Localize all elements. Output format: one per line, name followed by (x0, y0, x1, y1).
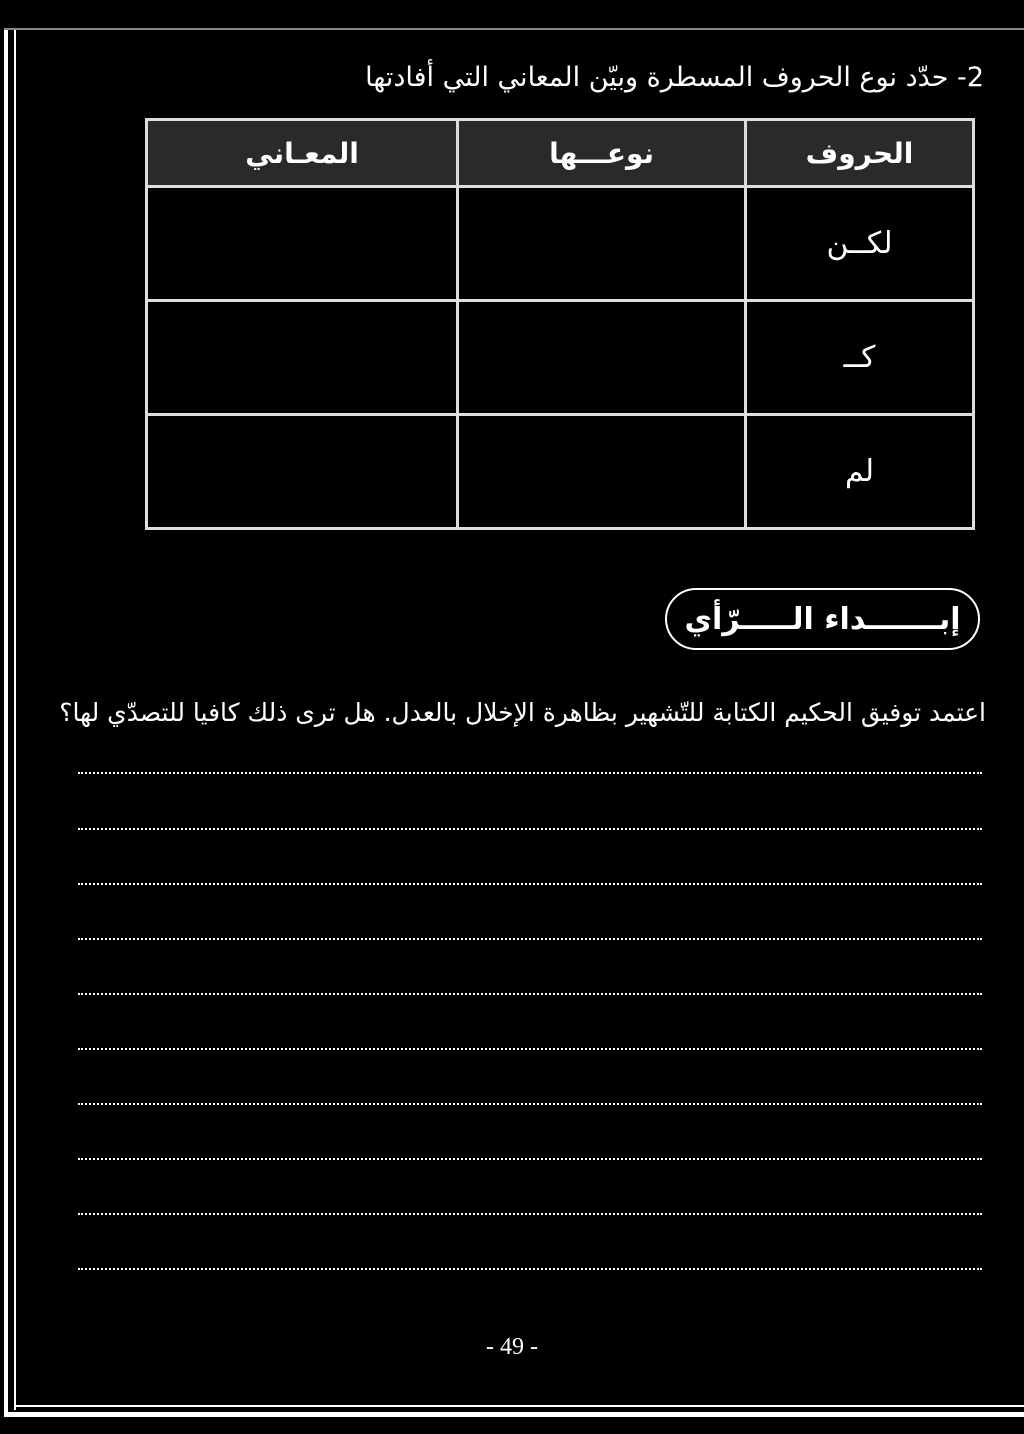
table-row (147, 301, 974, 415)
answer-line[interactable] (78, 938, 982, 940)
header-letters: الحروف (746, 120, 974, 187)
exercise-question: 2- حدّد نوع الحروف المسطرة وبيّن المعاني التي أفادتها (365, 62, 984, 93)
answer-line[interactable] (78, 1048, 982, 1050)
header-meanings: المعـاني (147, 120, 458, 187)
section-title-badge (665, 588, 980, 650)
page-frame-top (4, 28, 1024, 30)
table-row (147, 415, 974, 529)
table-header-row (147, 120, 974, 187)
page-frame-bottom (4, 1412, 1024, 1417)
opinion-prompt: اعتمد توفيق الحكيم الكتابة للتّشهير بظاهرة الإخلال بالعدل. هل ترى ذلك كافيا للتصدّي لها؟ (59, 698, 986, 727)
answer-line[interactable] (78, 1268, 982, 1270)
type-answer-cell[interactable] (458, 301, 746, 415)
answer-line[interactable] (78, 772, 982, 774)
meaning-answer-cell[interactable] (147, 301, 458, 415)
type-answer-cell[interactable] (458, 415, 746, 529)
table-row (147, 187, 974, 301)
type-answer-cell[interactable] (458, 187, 746, 301)
header-type: نوعـــها (458, 120, 746, 187)
letter-cell: لم (746, 415, 974, 529)
page-frame-left-inner (14, 30, 16, 1410)
meaning-answer-cell[interactable] (147, 415, 458, 529)
page-number: - 49 - (486, 1334, 538, 1360)
answer-line[interactable] (78, 993, 982, 995)
letter-cell: لكــن (746, 187, 974, 301)
meaning-answer-cell[interactable] (147, 187, 458, 301)
answer-line[interactable] (78, 883, 982, 885)
section-title: إبـــــــداء الـــــرّأي (684, 601, 961, 637)
page-frame-left (4, 30, 8, 1415)
letters-table (145, 118, 975, 530)
page-frame-bottom-inner (14, 1405, 1024, 1407)
answer-line[interactable] (78, 1213, 982, 1215)
answer-line[interactable] (78, 828, 982, 830)
answer-line[interactable] (78, 1103, 982, 1105)
answer-line[interactable] (78, 1158, 982, 1160)
letter-cell: كــ (746, 301, 974, 415)
